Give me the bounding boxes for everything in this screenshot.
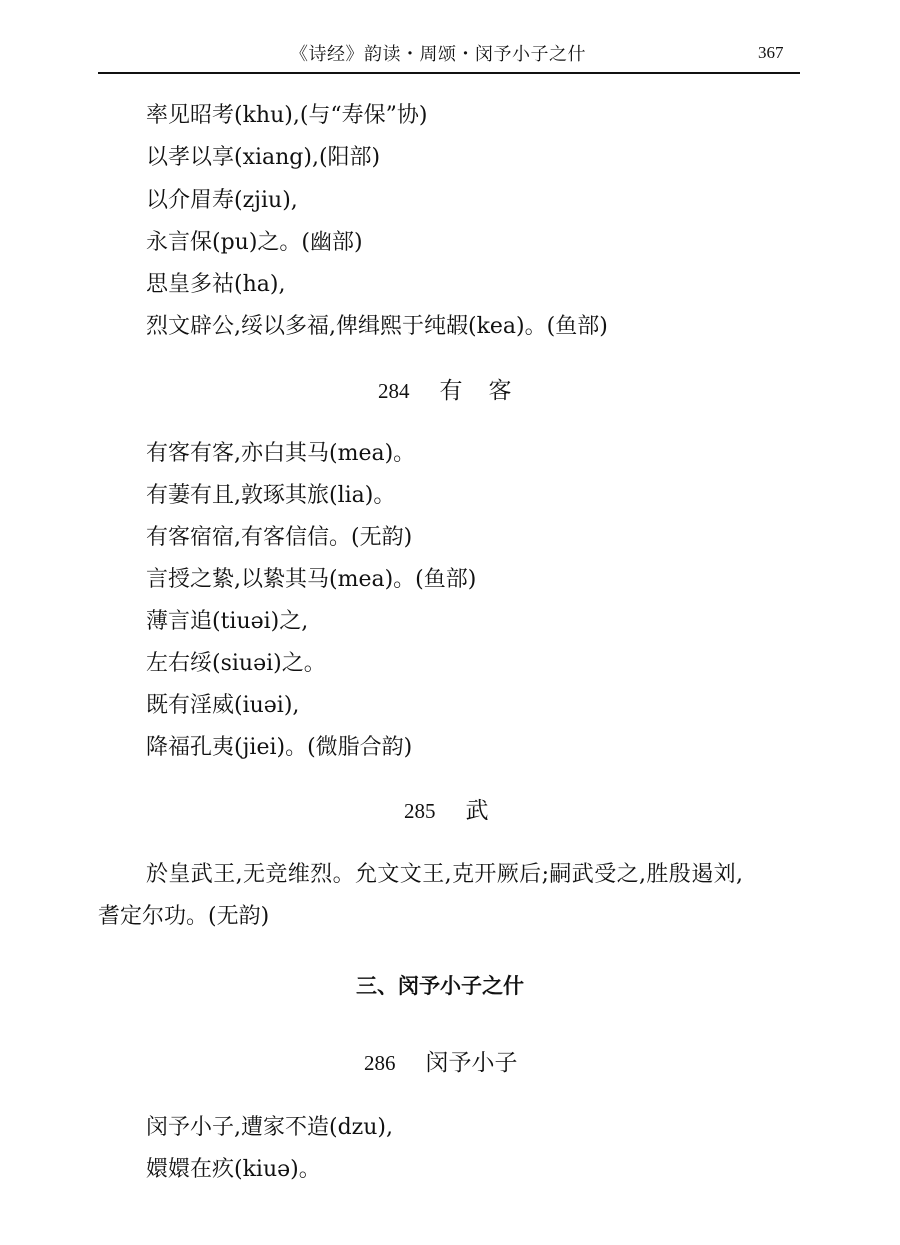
poem-number: 286: [364, 1051, 396, 1075]
verse-line: 以介眉寿(zjiu),: [146, 188, 298, 213]
poem-title: 有客: [439, 378, 538, 404]
verse-line: 嬛嬛在疚(kiuə)。: [146, 1157, 321, 1182]
verse-line: 闵予小子,遭家不造(dzu),: [146, 1115, 393, 1140]
verse-line: 薄言追(tiuəi)之,: [146, 609, 309, 634]
poem-heading-284: [378, 376, 538, 406]
verse-line: 烈文辟公,绥以多福,俾缉熙于纯嘏(kea)。(鱼部): [146, 314, 608, 339]
verse-line: 率见昭考(khu),(与“寿保”协): [146, 103, 428, 128]
verse-line: 有客宿宿,有客信信。(无韵): [146, 525, 413, 550]
poem-heading-285: [404, 796, 489, 826]
page-number: 367: [758, 43, 784, 62]
poem-title: 闵予小子: [425, 1050, 518, 1076]
poem-number: 285: [404, 799, 436, 823]
poem-heading-286: [364, 1048, 518, 1078]
verse-line: 既有淫威(iuəi),: [146, 693, 300, 718]
header-rule: [98, 72, 800, 74]
poem-title: 武: [465, 798, 489, 824]
verse-line: 耆定尔功。(无韵): [98, 904, 270, 929]
verse-line: 言授之絷,以絷其马(mea)。(鱼部): [146, 567, 477, 592]
verse-line: 永言保(pu)之。(幽部): [146, 230, 363, 255]
verse-line: 思皇多祜(ha),: [146, 272, 286, 297]
poem-number: 284: [378, 379, 410, 403]
running-header-title: 《诗经》韵读・周颂・闵予小子之什: [290, 44, 586, 65]
verse-line: 於皇武王,无竞维烈。允文文王,克开厥后;嗣武受之,胜殷遏刘,: [146, 862, 744, 887]
verse-line: 左右绥(siuəi)之。: [146, 651, 326, 676]
verse-line: 有客有客,亦白其马(mea)。: [146, 441, 416, 466]
verse-line: 降福孔夷(jiei)。(微脂合韵): [146, 735, 413, 760]
verse-line: 有萋有且,敦琢其旅(lia)。: [146, 483, 396, 508]
section-heading: 三、闵予小子之什: [356, 974, 524, 998]
verse-line: 以孝以享(xiang),(阳部): [146, 145, 381, 170]
